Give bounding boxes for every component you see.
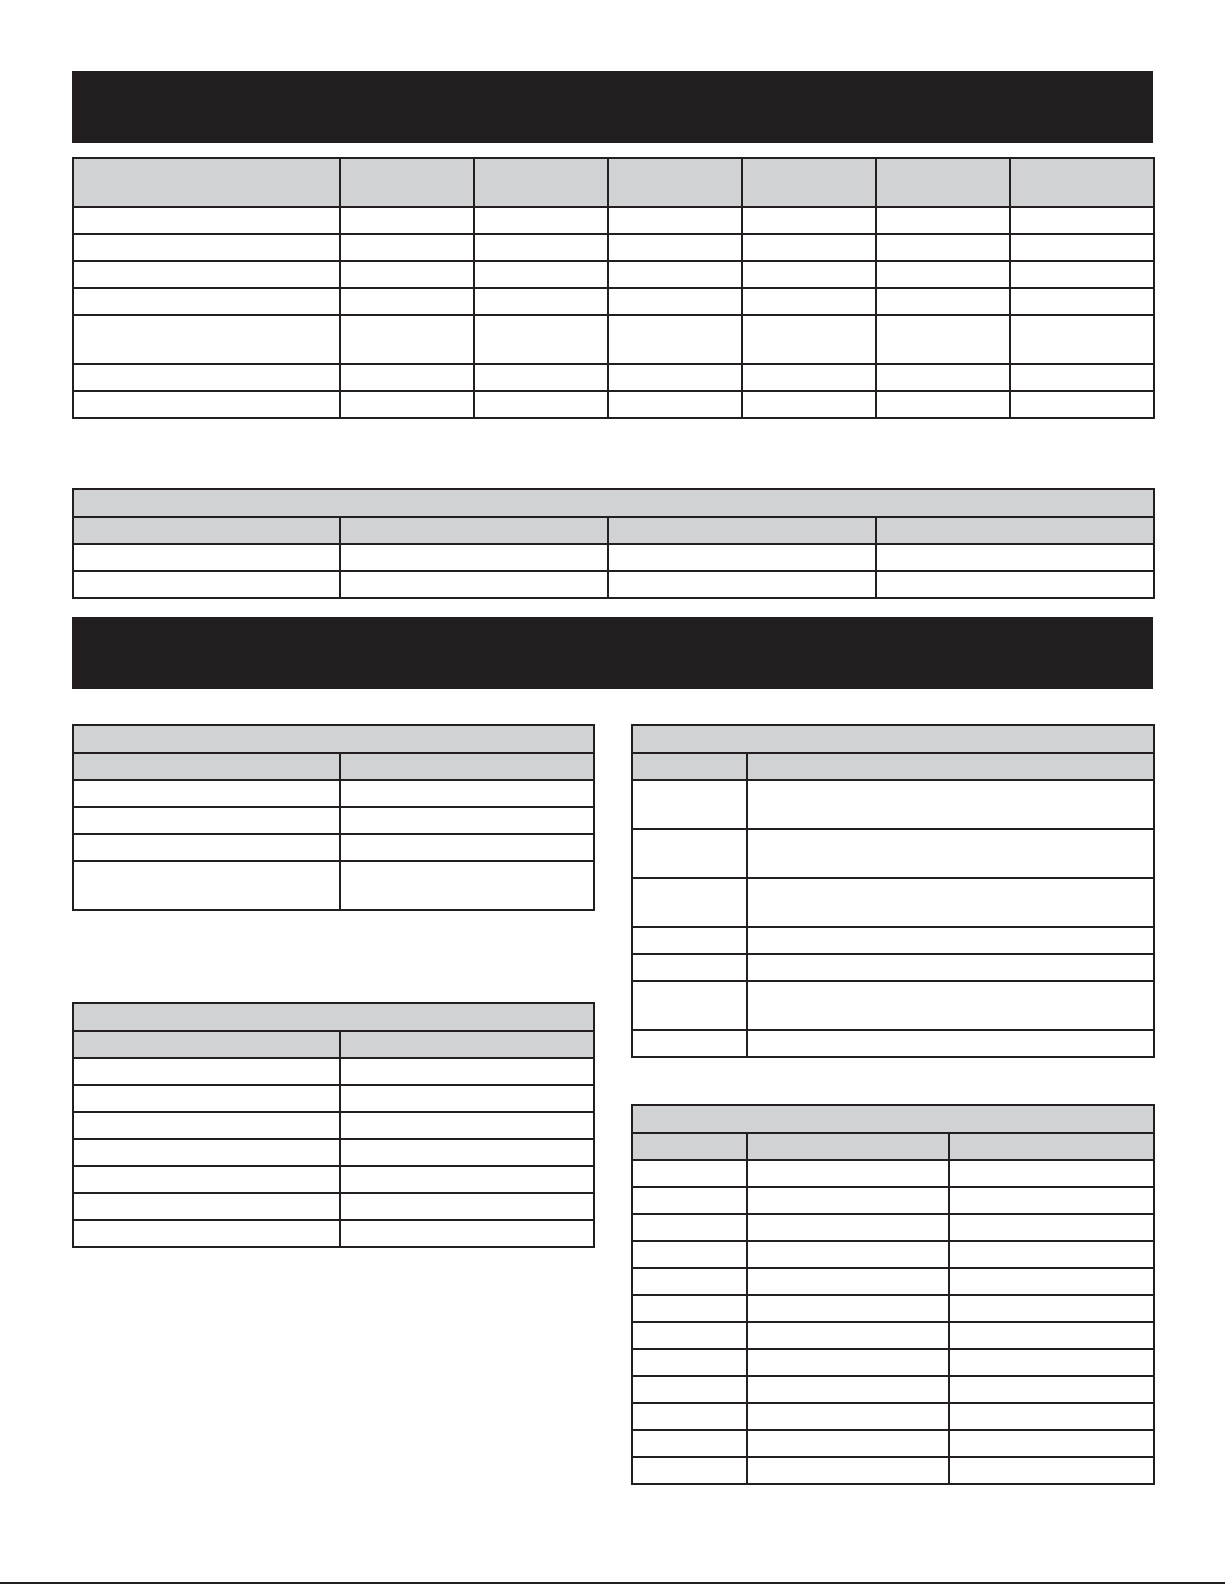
- four-column-table: [72, 488, 1155, 599]
- header-cell: [474, 158, 608, 207]
- table-title: [73, 1003, 594, 1031]
- table-title-row: [632, 725, 1154, 753]
- header-cell: [742, 158, 876, 207]
- table-row: [73, 544, 1154, 571]
- table-row: [73, 571, 1154, 598]
- header-cell: [73, 158, 340, 207]
- table-row: [632, 927, 1154, 954]
- table-row: [73, 1112, 594, 1139]
- table-row: [632, 1030, 1154, 1057]
- table-row: [632, 1403, 1154, 1430]
- table-row: [632, 1160, 1154, 1187]
- footer-rule: [0, 1582, 1225, 1584]
- table-row: [632, 981, 1154, 1030]
- spec-grid-table: [72, 157, 1155, 419]
- table-row: [73, 207, 1154, 234]
- table-row: [73, 1193, 594, 1220]
- table-row: [73, 391, 1154, 418]
- table-row: [73, 364, 1154, 391]
- table-header-row: [632, 1133, 1154, 1160]
- table-row: [632, 1457, 1154, 1484]
- table-row: [73, 1139, 594, 1166]
- table-row: [73, 261, 1154, 288]
- table-row: [632, 1187, 1154, 1214]
- table-row: [632, 1322, 1154, 1349]
- header-cell: [608, 158, 742, 207]
- table-row: [73, 1220, 594, 1247]
- table-row: [632, 1376, 1154, 1403]
- header-cell: [876, 158, 1010, 207]
- table-title-row: [73, 489, 1154, 517]
- table-row: [73, 861, 594, 910]
- table-title: [73, 489, 1154, 517]
- table-header-row: [73, 753, 594, 780]
- right-table-upper: [631, 724, 1155, 1058]
- table-header-row: [73, 1031, 594, 1058]
- table-row: [73, 288, 1154, 315]
- table-row: [632, 1268, 1154, 1295]
- table-title-row: [73, 725, 594, 753]
- section-banner-1: [72, 71, 1153, 143]
- table-title-row: [73, 1003, 594, 1031]
- header-cell: [1010, 158, 1154, 207]
- section-banner-2: [72, 617, 1153, 689]
- table-row: [73, 1166, 594, 1193]
- table-header-row: [73, 517, 1154, 544]
- table-row: [632, 780, 1154, 829]
- table-row: [632, 878, 1154, 927]
- table-row: [73, 1085, 594, 1112]
- table-row: [73, 834, 594, 861]
- table-row: [632, 1349, 1154, 1376]
- table-row: [73, 807, 594, 834]
- table-row: [632, 954, 1154, 981]
- table-row: [632, 1430, 1154, 1457]
- table-header-row: [73, 158, 1154, 207]
- table-row: [73, 1058, 594, 1085]
- header-cell: [340, 158, 474, 207]
- table-row: [632, 829, 1154, 878]
- table-title: [632, 725, 1154, 753]
- left-table-upper: [72, 724, 595, 911]
- table-header-row: [632, 753, 1154, 780]
- table-row: [73, 780, 594, 807]
- table-row: [632, 1214, 1154, 1241]
- table-title-row: [632, 1105, 1154, 1133]
- table-row: [632, 1295, 1154, 1322]
- table-row: [73, 234, 1154, 261]
- left-table-lower: [72, 1002, 595, 1248]
- table-title: [632, 1105, 1154, 1133]
- right-table-lower: [631, 1104, 1155, 1485]
- table-title: [73, 725, 594, 753]
- table-row: [73, 315, 1154, 364]
- table-row: [632, 1241, 1154, 1268]
